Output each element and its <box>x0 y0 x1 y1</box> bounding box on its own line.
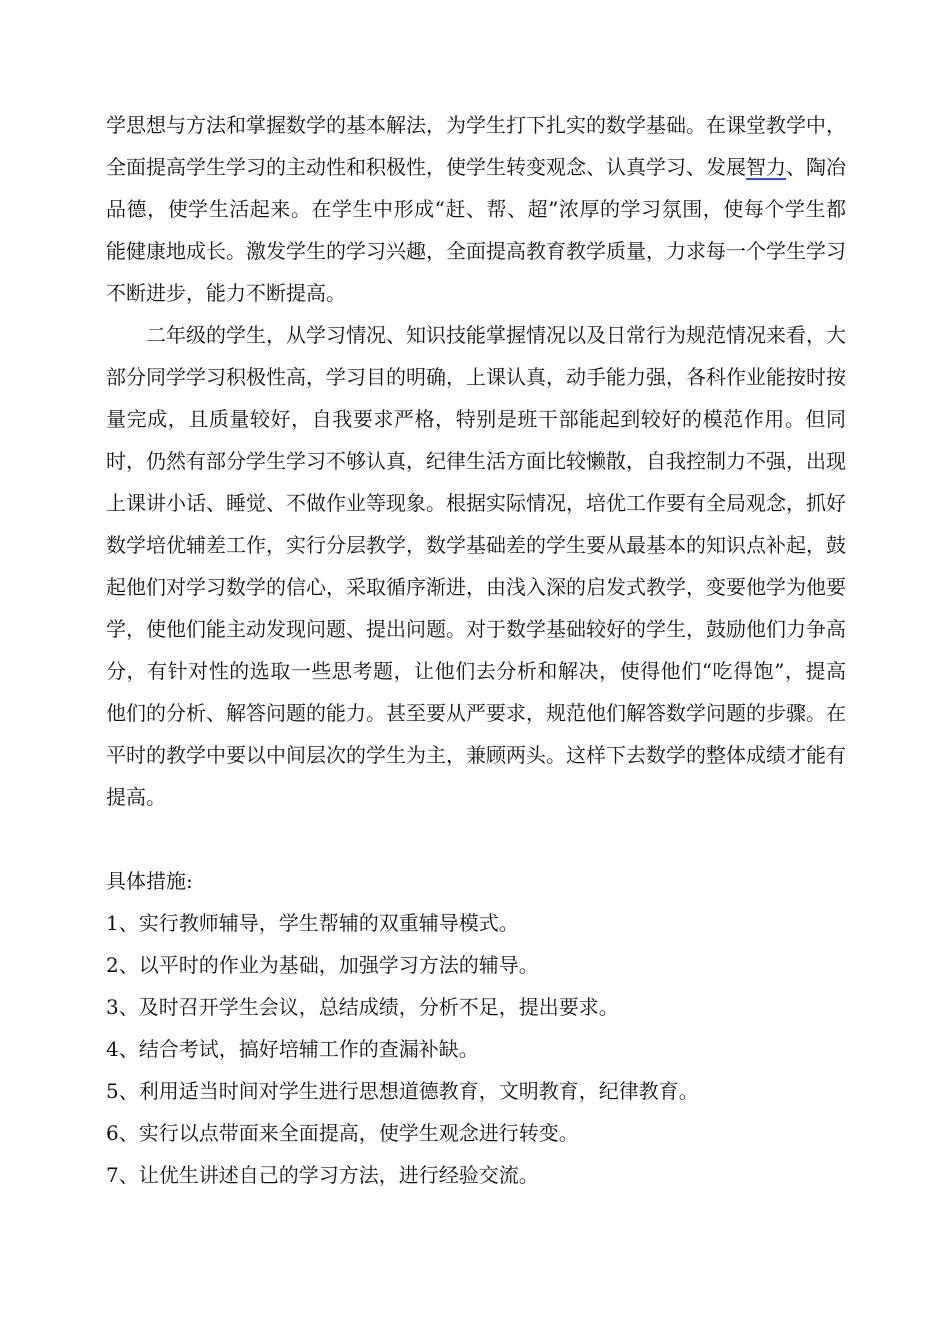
paragraph-goals-text-1: 学思想与方法和掌握数学的基本解法，为学生打下扎实的数学基础。在课堂教学中，全面提高学生学习的主动性和积极性，使学生转变观念、认真学习、发展 <box>106 113 846 179</box>
section-spacer <box>106 818 846 860</box>
measure-item-4: 4、结合考试，搞好培辅工作的查漏补缺。 <box>106 1037 479 1061</box>
document-body <box>106 104 846 1196</box>
intelligence-link[interactable]: 智力 <box>746 155 786 179</box>
measure-item-6: 6、实行以点带面来全面提高，使学生观念进行转变。 <box>106 1121 579 1145</box>
measure-item-7: 7、让优生讲述自己的学习方法，进行经验交流。 <box>106 1163 539 1187</box>
paragraph-student-analysis: 二年级的学生，从学习情况、知识技能掌握情况以及日常行为规范情况来看，大部分同学学习积极性高，学习目的明确，上课认真，动手能力强，各科作业能按时按量完成，且质量较好，自我要求严格，特别是班干部能起到较好的模范作用。但同时，仍然有部分学生学习不够认真，纪律生活方面比较懒散，自我控制力不强，出现上课讲小话、睡觉、不做作业等现象。根据实际情况，培优工作要有全局观念，抓好数学培优辅差工作，实行分层教学，数学基础差的学生要从最基本的知识点补起，鼓起他们对学习数学的信心，采取循序渐进，由浅入深的启发式教学，变要他学为他要学，使他们能主动发现问题、提出问题。对于数学基础较好的学生，鼓励他们力争高分，有针对性的选取一些思考题，让他们去分析和解决，使得他们“吃得饱”，提高他们的分析、解答问题的能力。甚至要从严要求，规范他们解答数学问题的步骤。在平时的教学中要以中间层次的学生为主，兼顾两头。这样下去数学的整体成绩才能有提高。 <box>106 323 846 809</box>
paragraph-goals-text-2: 、陶冶品德，使学生活起来。在学生中形成“赶、帮、超”浓厚的学习氛围，使每个学生都能健康地成长。激发学生的学习兴趣，全面提高教育教学质量，力求每一个学生学习不断进步，能力不断提高。 <box>106 155 846 305</box>
measure-item-5: 5、利用适当时间对学生进行思想道德教育，文明教育，纪律教育。 <box>106 1079 699 1103</box>
paragraph-goals <box>106 104 846 314</box>
measure-item-1: 1、实行教师辅导，学生帮辅的双重辅导模式。 <box>106 911 519 935</box>
measure-item-2: 2、以平时的作业为基础，加强学习方法的辅导。 <box>106 953 539 977</box>
measure-item-3: 3、及时召开学生会议，总结成绩，分析不足，提出要求。 <box>106 995 619 1019</box>
measures-heading: 具体措施: <box>106 869 193 893</box>
